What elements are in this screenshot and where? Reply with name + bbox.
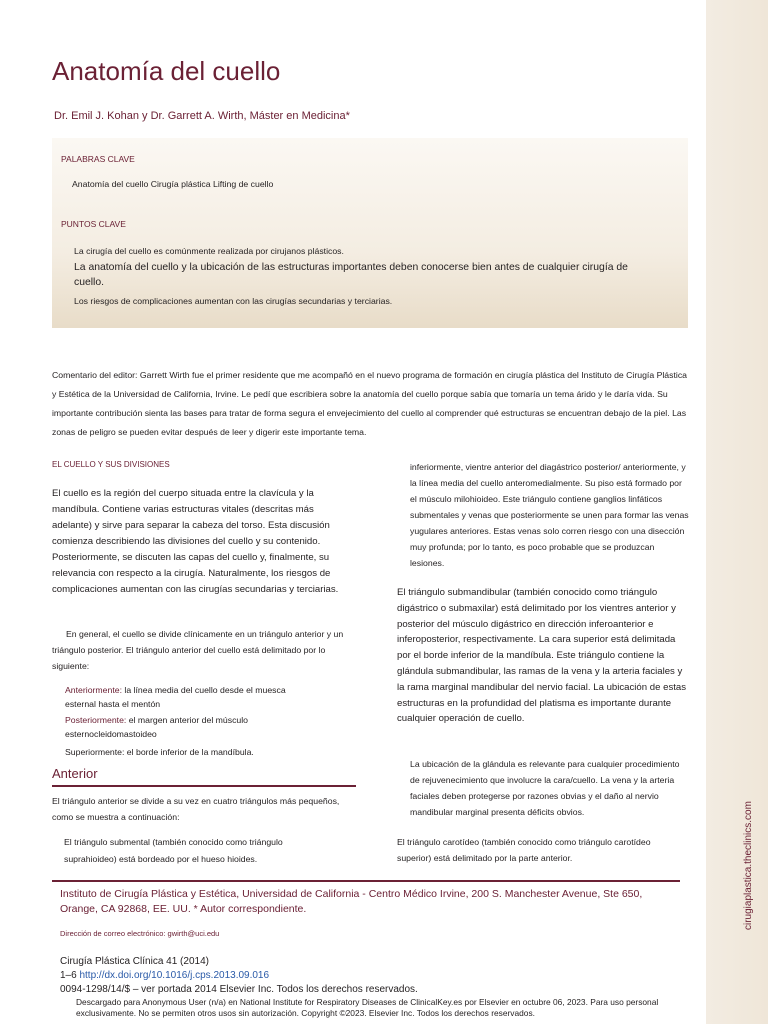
- list-text: Superiormente: el borde inferior de la mandíbula.: [65, 747, 254, 757]
- paragraph-text: En general, el cuello se divide clínicamente en un triángulo anterior y un triángulo posterior. El triángulo anterior del cuello está delimitado por lo siguiente:: [52, 629, 344, 671]
- keypoint-item: cuello.: [74, 277, 105, 288]
- keypoints-heading: PUNTOS CLAVE: [61, 219, 126, 229]
- paragraph-text: El triángulo anterior se divide a su vez en cuatro triángulos más pequeños, como se muestra a continuación:: [52, 796, 340, 822]
- journal-website-vertical: cirugiaplastica.theclinics.com: [743, 801, 754, 930]
- editor-comment: Comentario del editor: Garrett Wirth fue el primer residente que me acompañó en el nuevo programa de formación en cirugía plástica del Instituto de Cirugía Plástica y Estética de la Universidad de California, Irvine. Le pedí que escribiera sobre la anatomía del cuello porque sabía que tomaría un tema árido y le daría vida. Su importante contribución sienta las bases para tratar de forma segura el envejecimiento del cuello al comprender qué estructuras se encuentran debajo de la piel. Las zonas de peligro se pueden evitar después de leer y digerir este importante tema.: [52, 370, 687, 437]
- corresponding-email: Dirección de correo electrónico: gwirth@uci.edu: [60, 929, 220, 938]
- boundary-list-item: [65, 745, 355, 759]
- subsection-rule: [52, 785, 356, 787]
- carotid-paragraph: [397, 834, 687, 866]
- footer-rule: [52, 880, 680, 882]
- paragraph-text: El triángulo carotídeo (también conocido como triángulo carotídeo superior) está delimitado por la parte anterior.: [397, 837, 651, 863]
- author-affiliation: Instituto de Cirugía Plástica y Estética, Universidad de California - Centro Médico Irvine, 200 S. Manchester Avenue, Ste 650, Orange, CA 92868, EE. UU. * Autor correspondiente.: [60, 888, 643, 915]
- article-title: Anatomía del cuello: [52, 56, 281, 86]
- keywords-heading: PALABRAS CLAVE: [61, 154, 135, 164]
- page-range: 1–6: [60, 970, 80, 981]
- side-strip: [706, 0, 768, 1024]
- section-heading: EL CUELLO Y SUS DIVISIONES: [52, 460, 170, 469]
- download-notice: Descargado para Anonymous User (n/a) en National Institute for Respiratory Diseases de ClinicalKey.es por Elsevier en octubre 06, 2023. Para uso personal exclusivamente. No se permiten otros usos sin autorización. Copyright ©2023. Elsevier Inc. Todos los derechos reservados.: [76, 997, 659, 1018]
- submental-paragraph: [64, 834, 334, 868]
- journal-citation: Cirugía Plástica Clínica 41 (2014): [60, 956, 209, 967]
- boundary-list-item: [65, 683, 305, 711]
- intro-paragraph: [52, 486, 352, 598]
- paragraph-text: inferiormente, vientre anterior del diagástrico posterior/ anteriormente, y la línea media del cuello anteromedialmente. Su piso está formado por el músculo milohioideo. Este triángulo contiene ganglios linfáticos submentales y venas que posteriormente se unen para formar las venas yugulares anteriores. Estas venas solo corren riesgo con una disección muy profunda; por lo tanto, es poco probable que se produzcan lesiones.: [410, 462, 689, 568]
- list-term: Anteriormente:: [65, 685, 122, 695]
- paragraph-text: El cuello es la región del cuerpo situada entre la clavícula y la mandíbula. Contiene varias estructuras vitales (descritas más adelante) y sirve para separar la cabeza del torso. Esta discusión comienza describiendo las divisiones del cuello y su contenido. Posteriormente, se discuten las capas del cuello y, finalmente, su relevancia con respecto a la cirugía. Naturalmente, los riesgos de complicaciones aumentan con las cirugías secundarias y terciarias.: [52, 488, 339, 595]
- boundary-list-item: [65, 713, 305, 741]
- paragraph-text: La ubicación de la glándula es relevante para cualquier procedimiento de rejuvenecimiento que involucre la cara/cuello. La vena y la arteria faciales deben protegerse por razones obvias y el daño al nervio mandibular marginal presenta déficits obvios.: [410, 759, 680, 817]
- paragraph-text: El triángulo submandibular (también conocido como triángulo digástrico o submaxilar) está delimitado por los vientres anterior y posterior del músculo digástrico en dirección inferoanterior e inferoposterior, respectivamente. La cara superior está delimitada por el borde inferior de la mandíbula. Este triángulo contiene la glándula submandibular, las ramas de la vena y la arteria faciales y la rama marginal mandibular del nervio facial. La ubicación de estas estructuras en la profundidad del platisma es importante durante cualquier operación de cuello.: [397, 587, 687, 725]
- keywords-keypoints-box: [52, 138, 688, 328]
- subsection-title: Anterior: [52, 766, 98, 781]
- gland-paragraph: [410, 756, 690, 820]
- article-authors: Dr. Emil J. Kohan y Dr. Garrett A. Wirth, Máster en Medicina*: [54, 110, 350, 122]
- doi-link[interactable]: http://dx.doi.org/10.1016/j.cps.2013.09.016: [79, 970, 270, 981]
- keypoint-item: Los riesgos de complicaciones aumentan con las cirugías secundarias y terciarias.: [74, 296, 393, 306]
- divisions-paragraph: [52, 626, 362, 674]
- keywords-text: Anatomía del cuello Cirugía plástica Lifting de cuello: [72, 179, 274, 189]
- copyright-line: 0094-1298/14/$ – ver portada 2014 Elsevier Inc. Todos los derechos reservados.: [60, 984, 418, 995]
- keypoint-item: La cirugía del cuello es comúnmente realizada por cirujanos plásticos.: [74, 246, 344, 256]
- submental-continuation: [410, 459, 690, 571]
- list-text: el margen anterior del músculo esternocleidomastoideo: [65, 715, 249, 739]
- anterior-paragraph: [52, 793, 342, 825]
- pages-doi-line: [60, 970, 269, 981]
- list-term: Posteriormente:: [65, 715, 127, 725]
- submandibular-paragraph: [397, 585, 690, 727]
- paragraph-text: El triángulo submental (también conocido como triángulo suprahioideo) está bordeado por el hueso hioides.: [64, 837, 283, 864]
- keypoint-item: La anatomía del cuello y la ubicación de las estructuras importantes deben conocerse bien antes de cualquier cirugía de: [74, 262, 628, 273]
- list-text: la línea media del cuello desde el muesca esternal hasta el mentón: [65, 685, 286, 709]
